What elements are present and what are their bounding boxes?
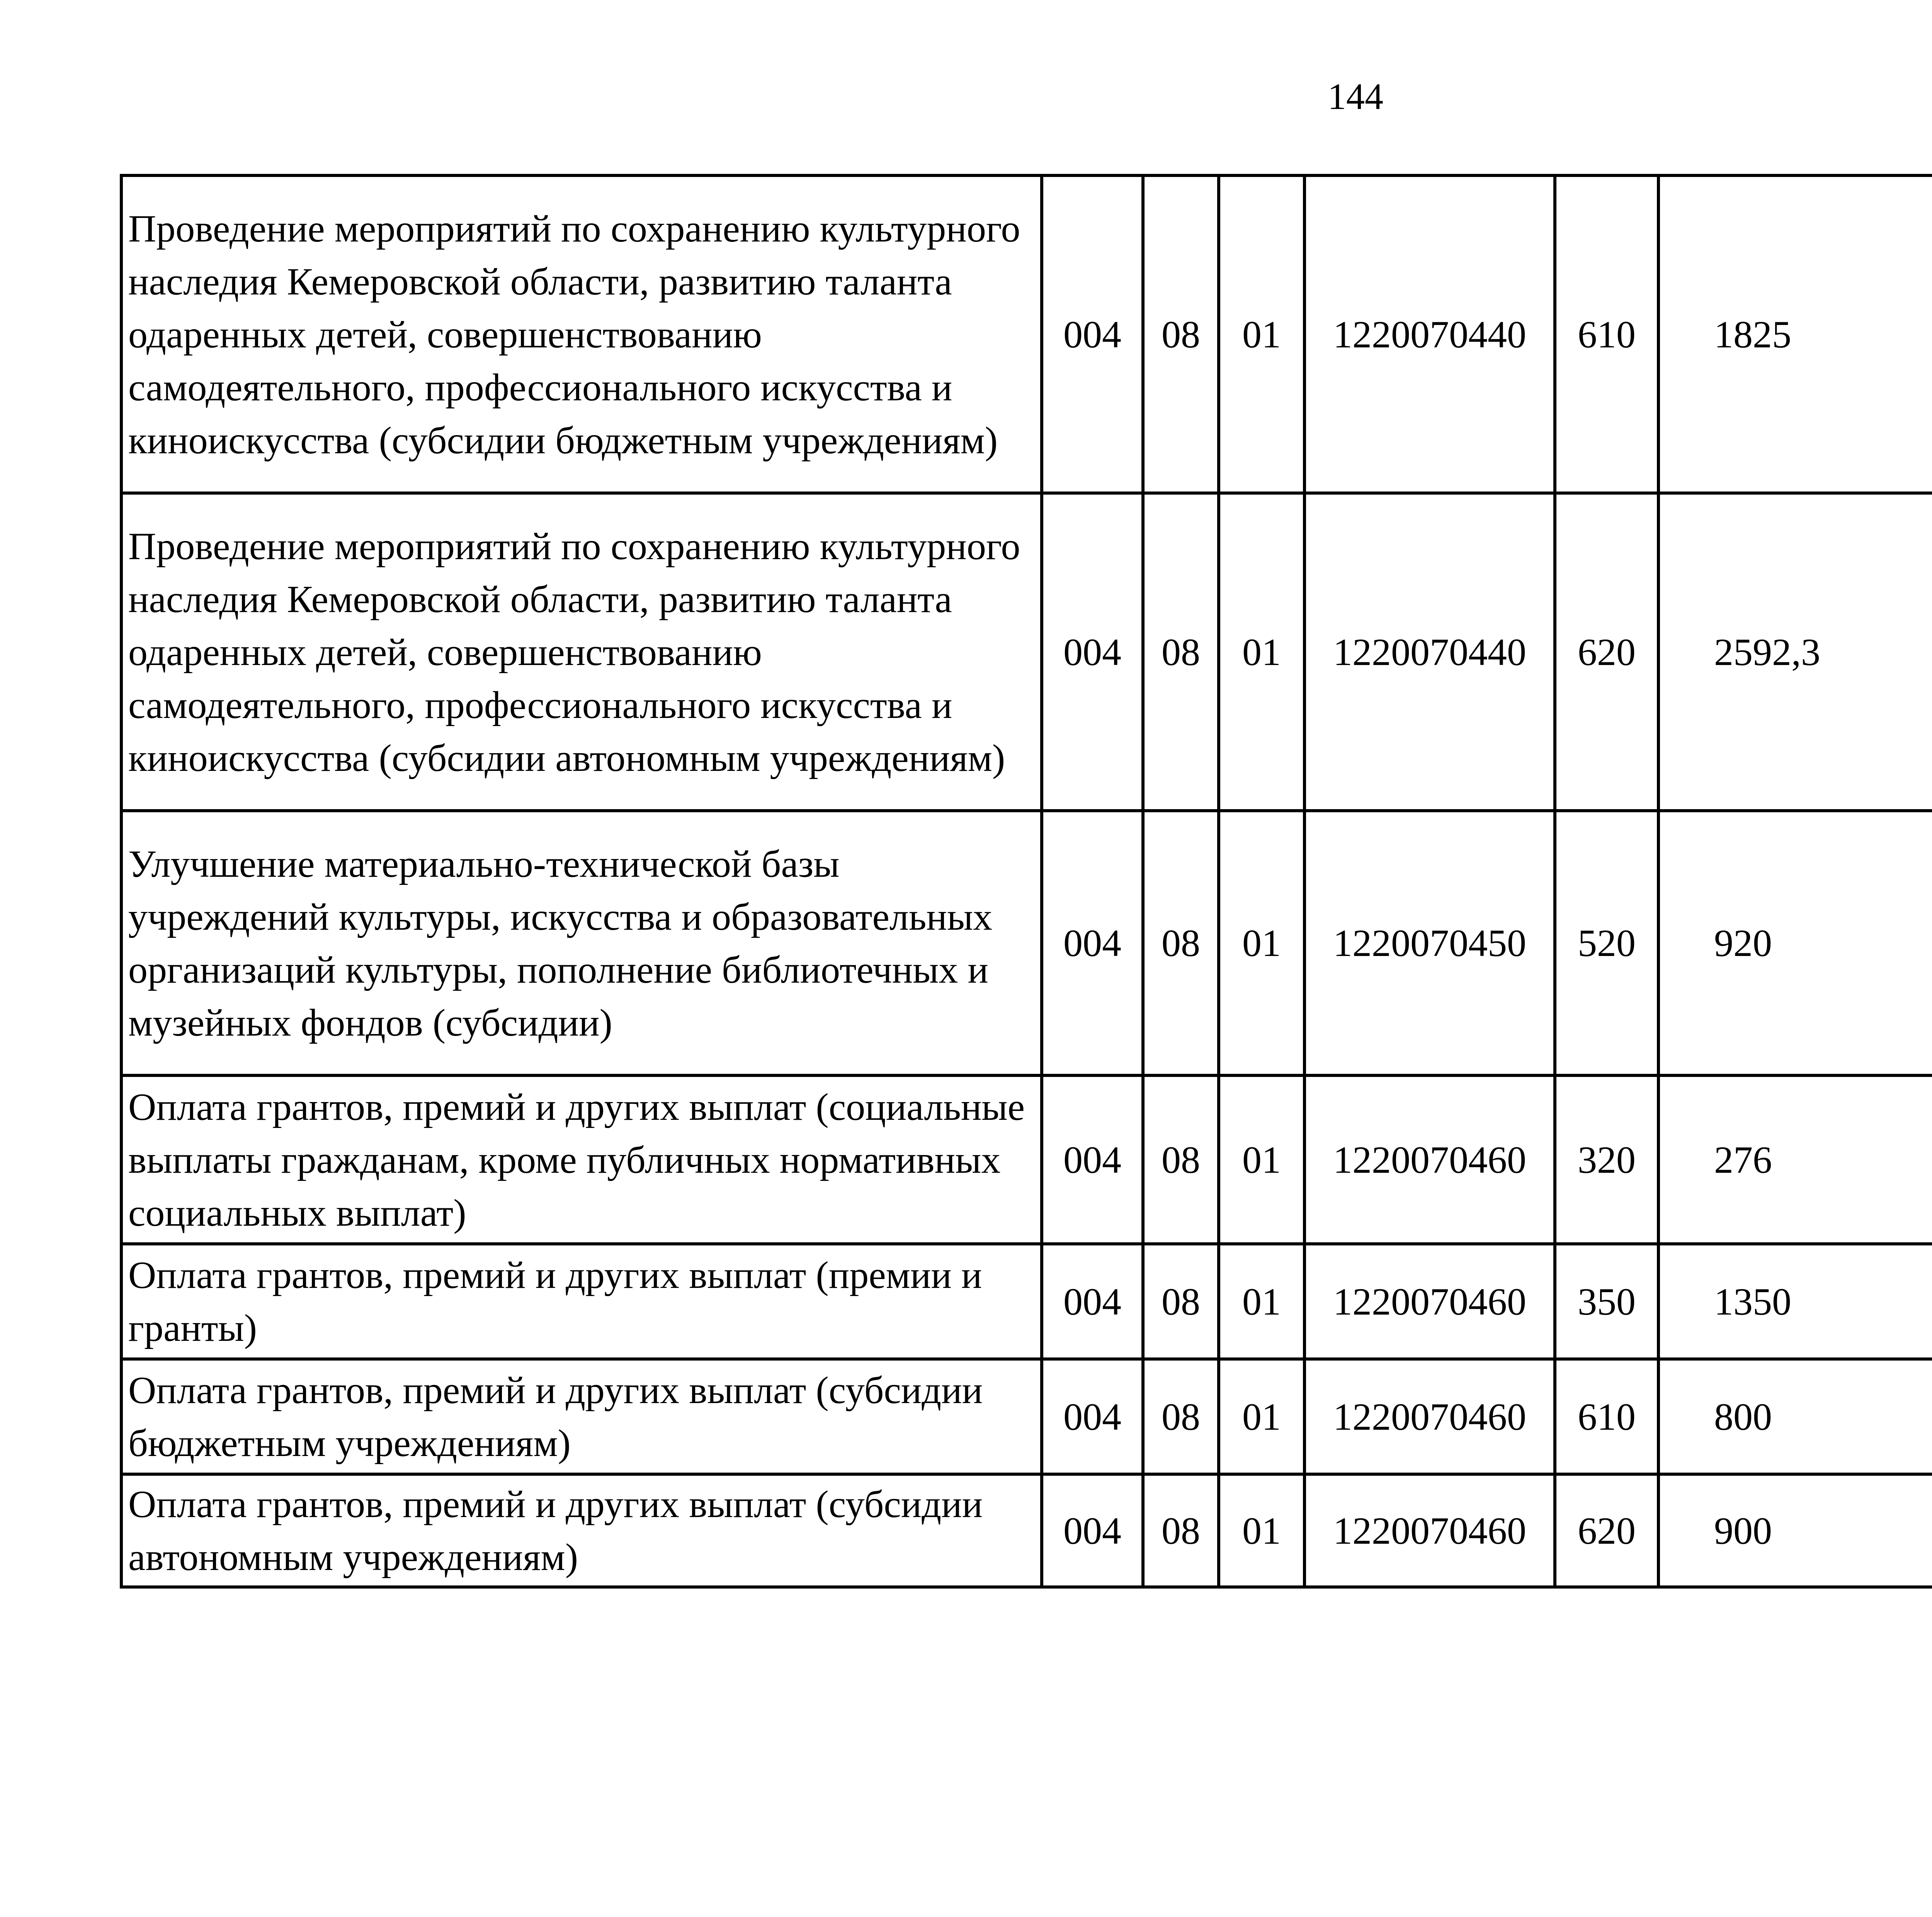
target-article-cell: 1220070450 <box>1304 811 1555 1075</box>
ministry-code-cell: 004 <box>1042 1244 1143 1359</box>
ministry-code-cell: 004 <box>1042 1075 1143 1244</box>
target-article-cell: 1220070440 <box>1304 175 1555 493</box>
amount-year1-cell: 1825 <box>1658 175 1932 493</box>
subsection-code-cell: 01 <box>1219 175 1304 493</box>
description-cell: Проведение мероприятий по сохранению культурного наследия Кемеровской области, развитию таланта одаренных детей, совершенствованию самодеятельного, профессионального искусства и киноискусства (субсидии бюджетным учреждениям) <box>121 175 1042 493</box>
description-cell: Оплата грантов, премий и других выплат (социальные выплаты гражданам, кроме публичных нормативных социальных выплат) <box>121 1075 1042 1244</box>
table-row <box>121 1359 1932 1474</box>
description-cell: Оплата грантов, премий и других выплат (премии и гранты) <box>121 1244 1042 1359</box>
budget-table <box>120 174 1932 1589</box>
ministry-code-cell: 004 <box>1042 1474 1143 1587</box>
table-row <box>121 1244 1932 1359</box>
target-article-cell: 1220070440 <box>1304 493 1555 811</box>
amount-year1-cell: 900 <box>1658 1474 1932 1587</box>
description-cell: Оплата грантов, премий и других выплат (субсидии автономным учреждениям) <box>121 1474 1042 1587</box>
expense-type-cell: 610 <box>1555 175 1658 493</box>
section-code-cell: 08 <box>1143 1075 1219 1244</box>
section-code-cell: 08 <box>1143 811 1219 1075</box>
description-cell: Оплата грантов, премий и других выплат (субсидии бюджетным учреждениям) <box>121 1359 1042 1474</box>
subsection-code-cell: 01 <box>1219 1244 1304 1359</box>
target-article-cell: 1220070460 <box>1304 1244 1555 1359</box>
expense-type-cell: 620 <box>1555 493 1658 811</box>
amount-year1-cell: 2592,3 <box>1658 493 1932 811</box>
target-article-cell: 1220070460 <box>1304 1359 1555 1474</box>
section-code-cell: 08 <box>1143 1474 1219 1587</box>
amount-year1-cell: 800 <box>1658 1359 1932 1474</box>
ministry-code-cell: 004 <box>1042 175 1143 493</box>
target-article-cell: 1220070460 <box>1304 1474 1555 1587</box>
subsection-code-cell: 01 <box>1219 1474 1304 1587</box>
ministry-code-cell: 004 <box>1042 1359 1143 1474</box>
expense-type-cell: 350 <box>1555 1244 1658 1359</box>
table-row <box>121 493 1932 811</box>
expense-type-cell: 320 <box>1555 1075 1658 1244</box>
subsection-code-cell: 01 <box>1219 811 1304 1075</box>
table-row <box>121 811 1932 1075</box>
expense-type-cell: 620 <box>1555 1474 1658 1587</box>
ministry-code-cell: 004 <box>1042 811 1143 1075</box>
page-number: 144 <box>1328 76 1383 117</box>
expense-type-cell: 520 <box>1555 811 1658 1075</box>
subsection-code-cell: 01 <box>1219 1075 1304 1244</box>
section-code-cell: 08 <box>1143 175 1219 493</box>
target-article-cell: 1220070460 <box>1304 1075 1555 1244</box>
table-row <box>121 1075 1932 1244</box>
table-row <box>121 1474 1932 1587</box>
expense-type-cell: 610 <box>1555 1359 1658 1474</box>
amount-year1-cell: 920 <box>1658 811 1932 1075</box>
description-cell: Улучшение материально-технической базы учреждений культуры, искусства и образовательных организаций культуры, пополнение библиотечных и музейных фондов (субсидии) <box>121 811 1042 1075</box>
subsection-code-cell: 01 <box>1219 493 1304 811</box>
section-code-cell: 08 <box>1143 1359 1219 1474</box>
amount-year1-cell: 1350 <box>1658 1244 1932 1359</box>
subsection-code-cell: 01 <box>1219 1359 1304 1474</box>
amount-year1-cell: 276 <box>1658 1075 1932 1244</box>
table-row <box>121 175 1932 493</box>
section-code-cell: 08 <box>1143 493 1219 811</box>
description-cell: Проведение мероприятий по сохранению культурного наследия Кемеровской области, развитию таланта одаренных детей, совершенствованию самодеятельного, профессионального искусства и киноискусства (субсидии автономным учреждениям) <box>121 493 1042 811</box>
ministry-code-cell: 004 <box>1042 493 1143 811</box>
section-code-cell: 08 <box>1143 1244 1219 1359</box>
